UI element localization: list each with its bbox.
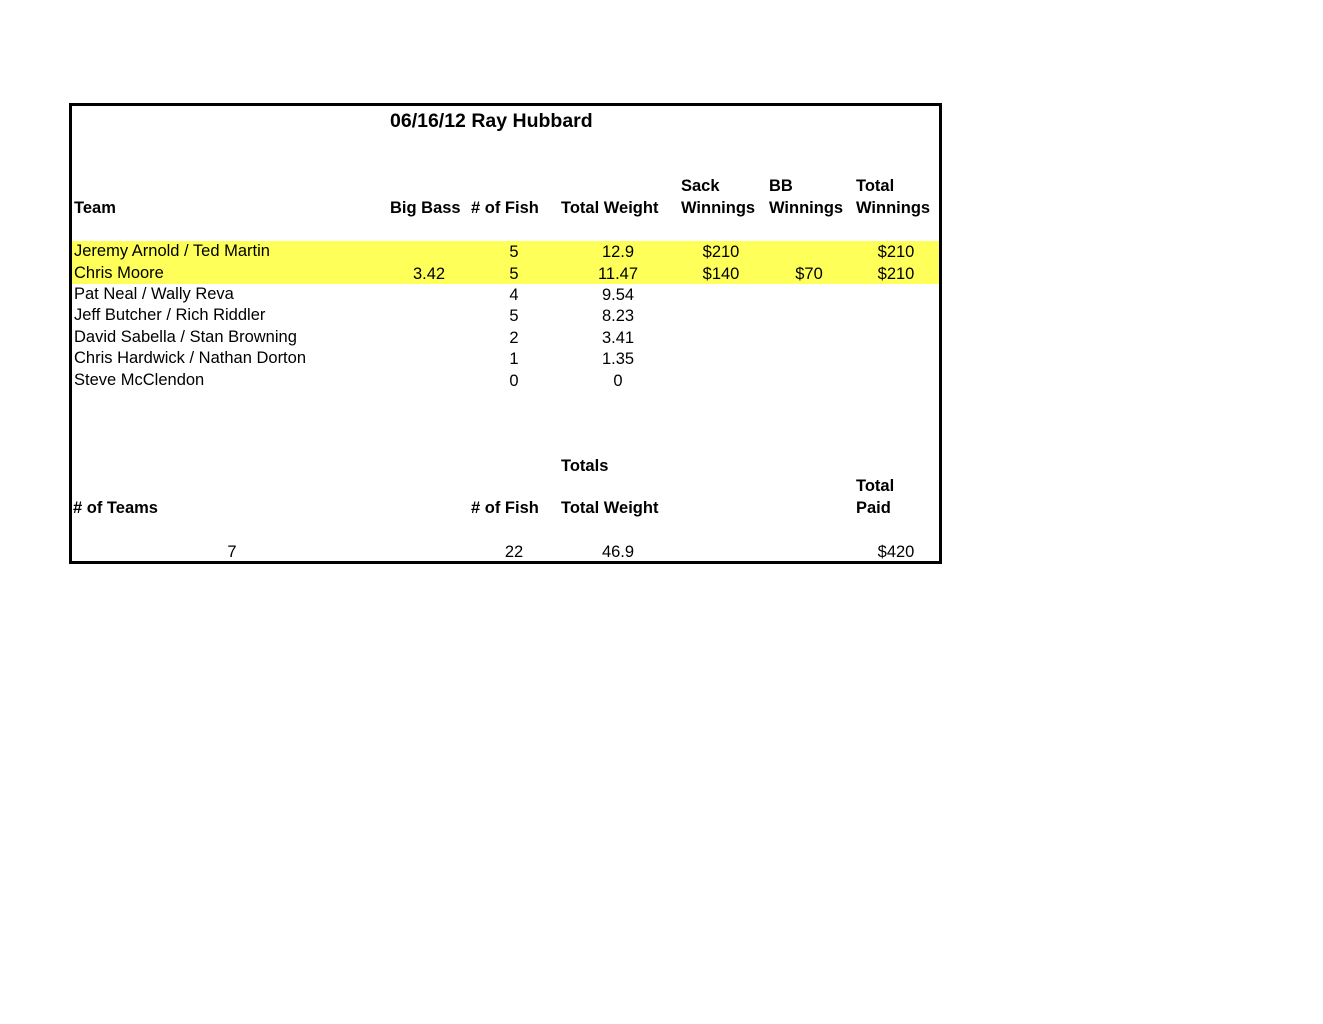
cell-sack: $210	[702, 243, 740, 261]
totals-fish-value: 22	[504, 543, 524, 561]
header-sack-1: Sack	[681, 177, 720, 195]
totals-teams-label: # of Teams	[73, 499, 158, 517]
totals-paid-value: $420	[877, 543, 915, 561]
cell-weight: 3.41	[601, 329, 635, 347]
cell-team: Chris Hardwick / Nathan Dorton	[74, 349, 306, 367]
header-bb-1: BB	[769, 177, 793, 195]
cell-fish: 5	[509, 265, 519, 283]
header-bb-2: Winnings	[769, 199, 844, 217]
results-sheet	[69, 103, 942, 564]
cell-weight: 1.35	[601, 350, 635, 368]
cell-fish: 5	[509, 307, 519, 325]
cell-weight: 9.54	[601, 286, 635, 304]
sheet-title: 06/16/12 Ray Hubbard	[390, 110, 593, 132]
totals-fish-label: # of Fish	[471, 499, 539, 517]
cell-big-bass: 3.42	[412, 265, 446, 283]
header-total-weight: Total Weight	[561, 199, 659, 217]
totals-section-label: Totals	[561, 457, 609, 475]
header-total-1: Total	[856, 177, 895, 195]
cell-fish: 4	[509, 286, 519, 304]
header-total-2: Winnings	[856, 199, 931, 217]
cell-fish: 5	[509, 243, 519, 261]
cell-team: Pat Neal / Wally Reva	[74, 285, 234, 303]
cell-sack: $140	[702, 265, 740, 283]
cell-fish: 2	[509, 329, 519, 347]
cell-team: Chris Moore	[74, 264, 164, 282]
cell-total: $210	[877, 243, 915, 261]
cell-fish: 0	[509, 372, 519, 390]
totals-paid-label-1: Total	[856, 477, 895, 495]
totals-weight-value: 46.9	[601, 543, 635, 561]
cell-weight: 12.9	[601, 243, 635, 261]
header-team: Team	[74, 199, 116, 217]
cell-team: Jeremy Arnold / Ted Martin	[74, 242, 270, 260]
header-big-bass: Big Bass	[390, 199, 461, 217]
header-num-fish: # of Fish	[471, 199, 539, 217]
cell-team: Jeff Butcher / Rich Riddler	[74, 306, 266, 324]
totals-weight-label: Total Weight	[561, 499, 659, 517]
cell-weight: 11.47	[597, 265, 639, 283]
header-sack-2: Winnings	[681, 199, 756, 217]
cell-total: $210	[877, 265, 915, 283]
cell-team: David Sabella / Stan Browning	[74, 328, 297, 346]
totals-teams-value: 7	[227, 543, 237, 561]
cell-fish: 1	[509, 350, 519, 368]
cell-team: Steve McClendon	[74, 371, 205, 389]
cell-weight: 0	[613, 372, 623, 390]
cell-bb: $70	[795, 265, 823, 283]
cell-weight: 8.23	[601, 307, 635, 325]
totals-paid-label-2: Paid	[856, 499, 891, 517]
